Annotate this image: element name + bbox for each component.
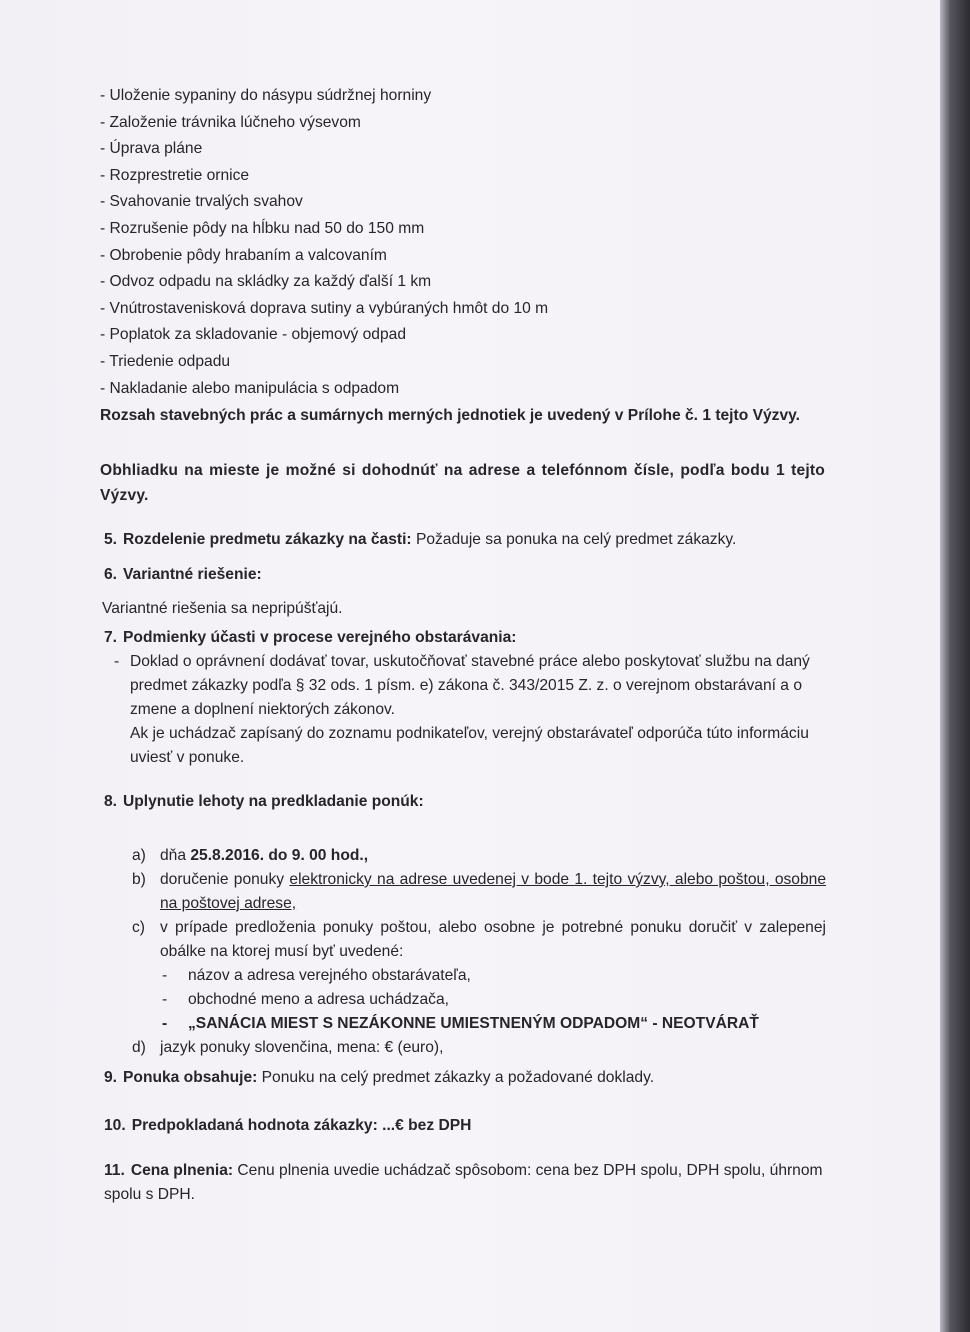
section-number: 8. bbox=[104, 793, 118, 810]
scan-edge bbox=[940, 0, 970, 1332]
list-item: - Poplatok za skladovanie - objemový odpad bbox=[100, 326, 406, 344]
section-10 bbox=[104, 1114, 826, 1138]
section-number: 6. bbox=[104, 566, 118, 583]
section-6 bbox=[104, 563, 826, 621]
section-title: Podmienky účasti v procese verejného obstarávania: bbox=[123, 629, 517, 646]
sub-item: - obchodné meno a adresa uchádzača, bbox=[162, 991, 449, 1008]
list-item: - Založenie trávnika lúčneho výsevom bbox=[100, 113, 361, 131]
list-item: - Rozprestretie ornice bbox=[100, 166, 250, 184]
section-text: Požaduje sa ponuka na celý predmet zákazky. bbox=[411, 531, 737, 548]
list-item-d: d) jazyk ponuky slovenčina, mena: € (euro), bbox=[132, 1039, 444, 1056]
section-9 bbox=[104, 1066, 826, 1090]
section-title: Variantné riešenie: bbox=[123, 566, 262, 583]
list-item: - Triedenie odpadu bbox=[100, 352, 231, 370]
section-text: Variantné riešenia sa nepripúšťajú. bbox=[102, 600, 343, 617]
section-number: 10. bbox=[104, 1117, 126, 1134]
section-number: 7. bbox=[104, 629, 118, 646]
section-8 bbox=[104, 790, 826, 1060]
list-item: - Rozrušenie pôdy na hĺbku nad 50 do 150 mm bbox=[100, 219, 425, 237]
list-item: - Úprava pláne bbox=[100, 140, 203, 158]
section-title: Predpokladaná hodnota zákazky: ...€ bez DPH bbox=[131, 1117, 472, 1134]
list-item: - Nakladanie alebo manipulácia s odpadom bbox=[100, 379, 400, 397]
work-items-list bbox=[100, 83, 825, 402]
deadline-date: 25.8.2016. do 9. 00 hod., bbox=[190, 847, 369, 864]
list-item-b: b) doručenie ponuky elektronicky na adrese uvedenej v bode 1. tejto výzvy, alebo poštou, osobne na poštovej adrese, bbox=[132, 871, 826, 912]
section-number: 5. bbox=[104, 531, 118, 548]
list-item: - Odvoz odpadu na skládky za každý ďalší 1 km bbox=[100, 273, 432, 291]
list-item: - Uloženie sypaniny do násypu súdržnej horniny bbox=[100, 87, 432, 104]
list-item: - Svahovanie trvalých svahov bbox=[100, 193, 303, 211]
delivery-methods: elektronicky na adrese uvedenej v bode 1. tejto výzvy, alebo poštou, osobne na poštovej adrese, bbox=[160, 871, 826, 912]
list-item: - Obrobenie pôdy hrabaním a valcovaním bbox=[100, 246, 387, 264]
sub-item: - „SANÁCIA MIEST S NEZÁKONNE UMIESTNENÝM ODPADOM“ - NEOTVÁRAŤ bbox=[162, 1015, 759, 1032]
section-title: Cena plnenia: bbox=[130, 1162, 234, 1179]
section-number: 9. bbox=[104, 1069, 118, 1086]
envelope-label: „SANÁCIA MIEST S NEZÁKONNE UMIESTNENÝM ODPADOM“ - NEOTVÁRAŤ bbox=[188, 1015, 759, 1032]
list-item: - Vnútrostavenisková doprava sutiny a vybúraných hmôt do 10 m bbox=[100, 299, 549, 317]
inspection-paragraph: Obhliadku na mieste je možné si dohodnúť na adrese a telefónnom čísle, podľa bodu 1 tejto Výzvy. bbox=[100, 462, 825, 504]
section-title: Ponuka obsahuje: bbox=[123, 1069, 258, 1086]
sub-item: - názov a adresa verejného obstarávateľa, bbox=[162, 967, 471, 984]
section-number: 11. bbox=[104, 1162, 125, 1179]
section-5 bbox=[104, 528, 826, 552]
section-text: Cenu plnenia uvedie uchádzač spôsobom: cena bez DPH spolu, DPH spolu, úhrnom spolu s DPH. bbox=[104, 1162, 823, 1203]
scope-paragraph: Rozsah stavebných prác a sumárnych merných jednotiek je uvedený v Prílohe č. 1 tejto Výzvy. bbox=[100, 407, 800, 424]
list-item-a: a) dňa 25.8.2016. do 9. 00 hod., bbox=[132, 847, 369, 864]
section-title: Rozdelenie predmetu zákazky na časti: bbox=[123, 531, 412, 548]
list-item: - Doklad o oprávnení dodávať tovar, uskutočňovať stavebné práce alebo poskytovať službu na daný predmet zákazky podľa § 32 ods. 1 písm. e) zákona č. 343/2015 Z. z. o verejnom obstarávaní a o zmene a doplnení niektorých zákonov. bbox=[114, 653, 810, 718]
requirement-text: Doklad o oprávnení dodávať tovar, uskutočňovať stavebné práce alebo poskytovať službu na daný predmet zákazky podľa § 32 ods. 1 písm. e) zákona č. 343/2015 Z. z. o verejnom obstarávaní a o zmene a doplnení niektorých zákonov. bbox=[130, 653, 810, 718]
section-text: Ponuku na celý predmet zákazky a požadované doklady. bbox=[257, 1069, 655, 1086]
section-7 bbox=[104, 626, 826, 770]
section-11 bbox=[104, 1159, 826, 1207]
section-title: Uplynutie lehoty na predkladanie ponúk: bbox=[123, 793, 424, 810]
list-item-c: c) v prípade predloženia ponuky poštou, alebo osobne je potrebné ponuku doručiť v zalepenej obálke na ktorej musí byť uvedené: bbox=[132, 919, 826, 960]
requirement-note: Ak je uchádzač zapísaný do zoznamu podnikateľov, verejný obstarávateľ odporúča túto informáciu uviesť v ponuke. bbox=[130, 725, 809, 766]
